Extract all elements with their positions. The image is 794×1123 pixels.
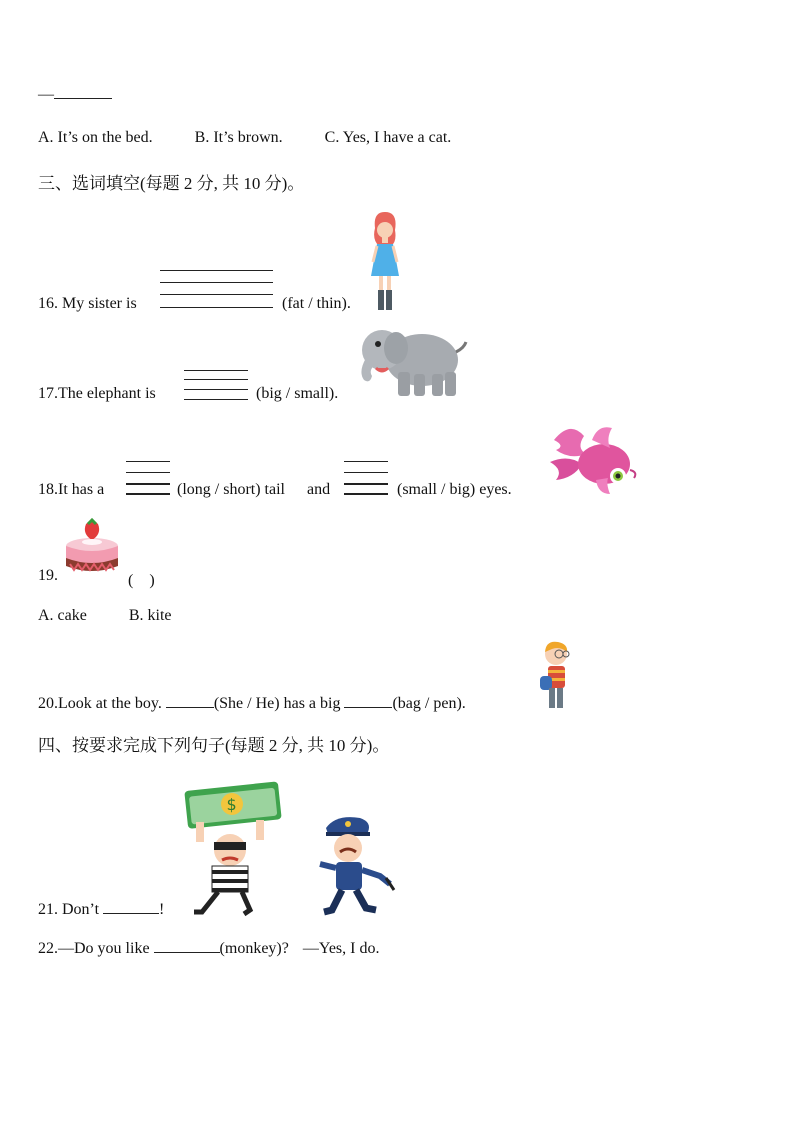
q18-number: 18. [38, 481, 58, 498]
q21-line [38, 901, 164, 919]
elephant-icon [356, 322, 468, 402]
q19-number: 19. [38, 567, 58, 584]
option-b[interactable]: B. It’s brown. [194, 129, 283, 146]
q22-answer: —Yes, I do. [302, 940, 380, 957]
thief-with-money-icon [184, 780, 284, 920]
q19-options [38, 607, 172, 625]
options-row [38, 129, 451, 147]
goldfish-icon [546, 420, 640, 496]
q20-blank-1[interactable] [166, 706, 214, 708]
q20-number: 20. [38, 695, 58, 712]
q18-and: and [307, 481, 331, 498]
q16-line [38, 295, 137, 313]
q17-line [38, 385, 156, 403]
q22-text-1: —Do you like [58, 940, 150, 957]
q16-text: My sister is [62, 295, 137, 312]
q19-option-a[interactable]: A. cake [38, 607, 87, 624]
q18-line [38, 481, 104, 499]
q19-paren[interactable]: ( ) [128, 572, 155, 589]
q16-number: 16. [38, 295, 58, 312]
q20-blank-2[interactable] [344, 706, 392, 708]
answer-blank[interactable] [54, 97, 112, 99]
q21-blank[interactable] [103, 912, 159, 914]
q16-hint: (fat / thin). [282, 295, 351, 312]
q19-line [38, 567, 58, 585]
q21-end: ! [159, 901, 165, 918]
dollar-sign-icon: $ [226, 795, 237, 814]
q20-text-1: Look at the boy. [58, 695, 162, 712]
q17-hint: (big / small). [256, 385, 339, 402]
q18-hint-1: (long / short) tail [177, 481, 285, 498]
girl-illustration-icon [365, 210, 405, 315]
q18-text: It has a [58, 481, 105, 498]
option-c[interactable]: C. Yes, I have a cat. [324, 129, 452, 146]
q18-hint-2: (small / big) eyes. [397, 481, 512, 498]
q17-number: 17. [38, 385, 58, 402]
q20-line [38, 695, 466, 713]
q22-line [38, 940, 379, 958]
policeman-icon [316, 814, 396, 918]
q20-hint-2: (bag / pen). [392, 695, 466, 712]
top-answer-line [38, 86, 112, 104]
boy-with-bag-icon [538, 640, 574, 714]
q20-hint-1: (She / He) has a big [213, 695, 341, 712]
option-a[interactable]: A. It’s on the bed. [38, 129, 153, 146]
q22-hint: (monkey)? [219, 940, 289, 957]
section3-title: 三、选词填空(每题 2 分, 共 10 分)。 [38, 174, 305, 193]
cake-icon [62, 520, 122, 580]
q19-option-b[interactable]: B. kite [128, 607, 172, 624]
section4-title: 四、按要求完成下列句子(每题 2 分, 共 10 分)。 [38, 736, 390, 755]
q21-number: 21. [38, 901, 58, 918]
q22-blank[interactable] [154, 951, 220, 953]
answer-dash: — [38, 86, 54, 103]
q22-number: 22. [38, 940, 58, 957]
q17-text: The elephant is [58, 385, 156, 402]
q21-text: Don’t [62, 901, 100, 918]
